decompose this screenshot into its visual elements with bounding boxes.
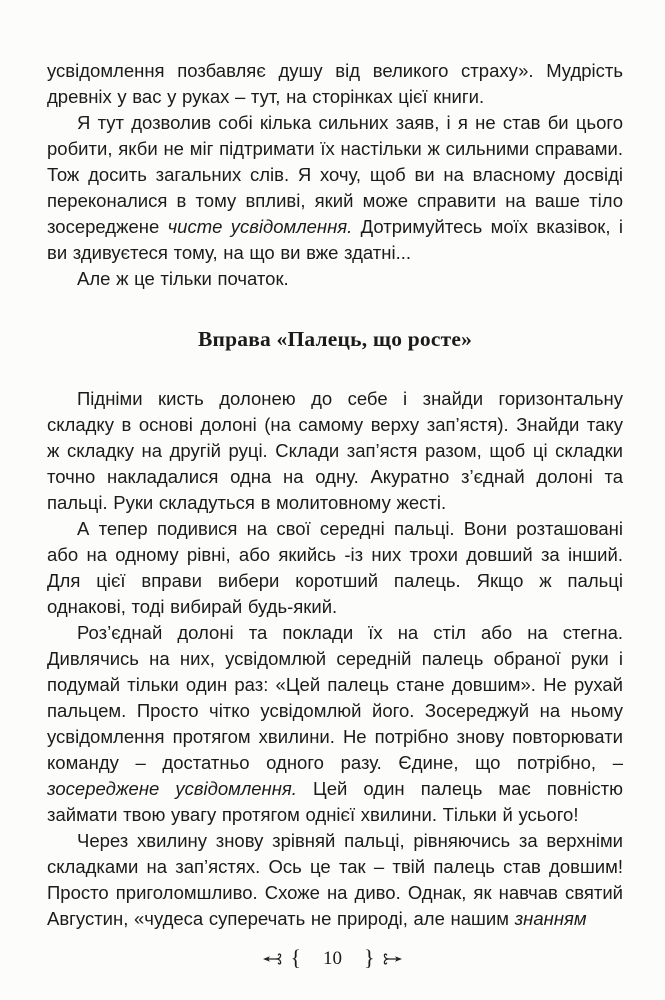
footer-fleuron-right-icon bbox=[381, 952, 403, 966]
footer-brace-right: } bbox=[364, 945, 375, 970]
page-footer bbox=[0, 945, 665, 970]
emphasized-text: зосереджене усвідомлення. bbox=[47, 778, 297, 799]
body-text: усвідомлення позбавляє душу від великого страху». Мудрість древніх у вас у руках – тут, на сторінках цієї книги. bbox=[47, 60, 623, 107]
body-text: Роз’єднай долоні та поклади їх на стіл або на стегна. Дивлячись на них, усвідомлюй середній палець обраної руки і подумай тільки один раз: «Цей палець стане довшим». Не рухай пальцем. Просто чітко усвідомлюй його. Зосереджуй на ньому усвідомлення протягом хвилини. Не потрібно знову повторювати команду – достатньо одного разу. Єдине, що потрібно, – bbox=[47, 622, 623, 773]
emphasized-text: чисте усвідомлення. bbox=[167, 216, 353, 237]
footer-fleuron-left-icon bbox=[262, 952, 284, 966]
paragraph bbox=[47, 386, 623, 516]
paragraph bbox=[47, 266, 623, 292]
paragraph bbox=[47, 828, 623, 932]
paragraph bbox=[47, 620, 623, 828]
page-number: 10 bbox=[323, 948, 342, 969]
body-text: Підніми кисть долонею до себе і знайди горизонтальну складку в основі долоні (на самому верху зап’ястя). Знайди таку ж складку на другій руці. Склади зап’ястя разом, щоб ці складки точно накладалися одна на одну. Акуратно з’єднай долоні та пальці. Руки складуться в молитовному жесті. bbox=[47, 388, 623, 513]
page-content bbox=[47, 58, 623, 932]
exercise-text-block bbox=[47, 386, 623, 932]
paragraph bbox=[47, 58, 623, 110]
body-text: Я тут дозволив собі кілька сильних заяв, і я не став би цього робити, якби не міг підтримати їх настільки ж сильними справами. Тож досить загальних слів. Я хочу, щоб ви на власному досвіді переконалися в тому впливі, який може справити на ваше тіло зосереджене bbox=[47, 112, 623, 237]
body-text: Але ж це тільки початок. bbox=[77, 268, 289, 289]
body-text: Через хвилину знову зрівняй пальці, рівняючись за верхніми складками на зап’ястях. Ось це так – твій палець став довшим! Просто приголомшливо. Схоже на диво. Однак, як навчав святий Августин, «чудеса суперечать не природі, але нашим bbox=[47, 830, 623, 929]
paragraph bbox=[47, 110, 623, 266]
body-text: Цей один палець має повністю займати твою увагу протягом однієї хвилини. Тільки й усього! bbox=[47, 778, 623, 825]
footer-brace-left: { bbox=[290, 945, 301, 970]
paragraph bbox=[47, 516, 623, 620]
intro-text-block bbox=[47, 58, 623, 292]
exercise-heading: Вправа «Палець, що росте» bbox=[197, 327, 473, 351]
body-text: Дотримуйтесь моїх вказівок, і ви здивуєтеся тому, на що ви вже здатні... bbox=[47, 216, 623, 263]
body-text: А тепер подивися на свої середні пальці. Вони розташовані або на одному рівні, або якийсь -із них трохи довший за інший. Для цієї вправи вибери коротший палець. Якщо ж пальці однакові, тоді вибирай будь-який. bbox=[47, 518, 623, 617]
emphasized-text: знанням bbox=[514, 908, 587, 929]
